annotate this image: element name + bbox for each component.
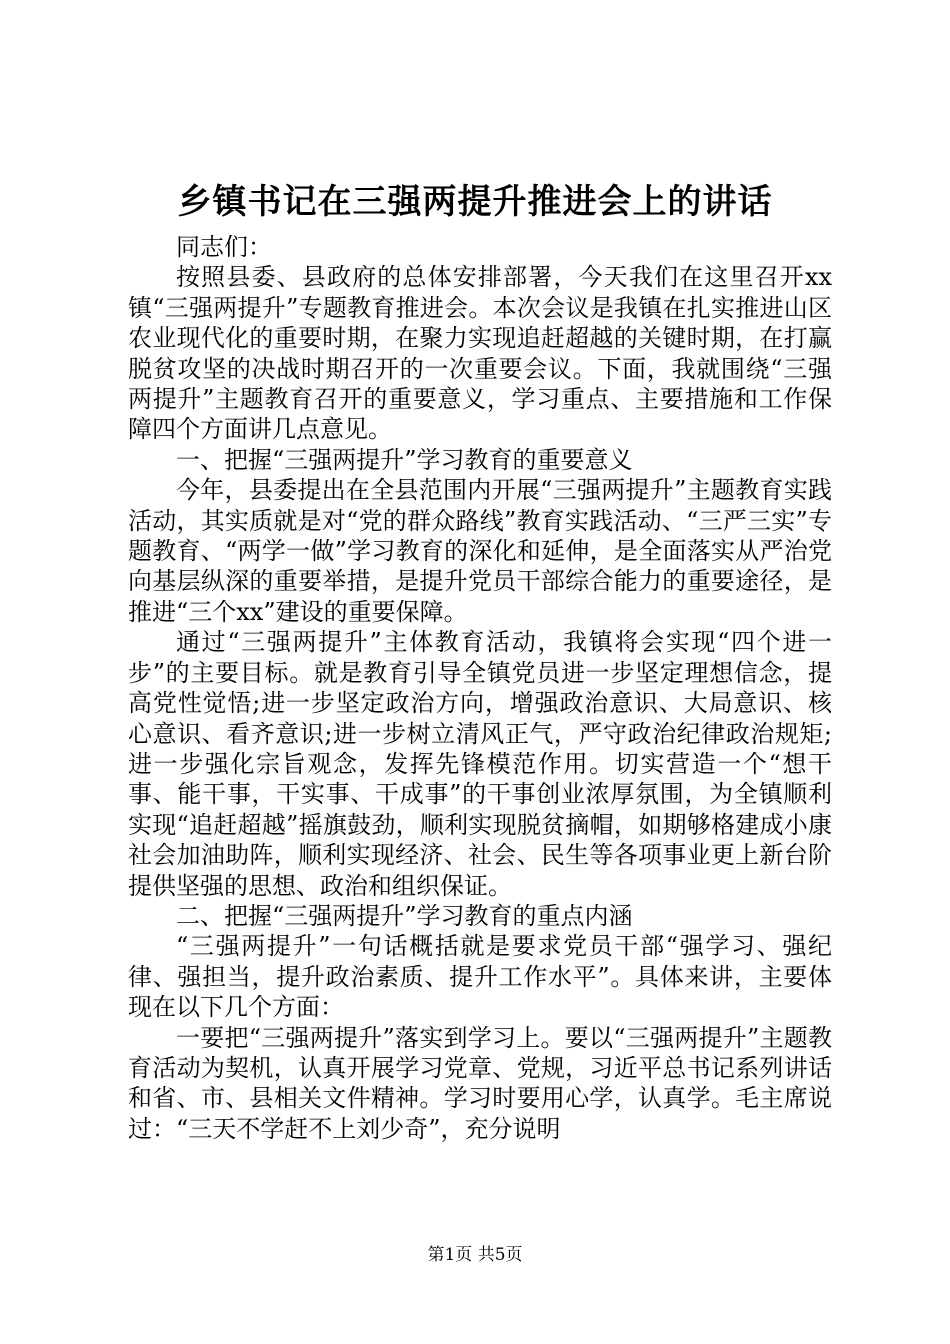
document-body xyxy=(128,232,832,1144)
page-footer: 第1页 共5页 xyxy=(427,1245,523,1265)
salutation: 同志们： xyxy=(176,233,272,261)
paragraph-connotation: “三强两提升”一句话概括就是要求党员干部“强学习、强纪律、强担当，提升政治素质、提升工作水平”。具体来讲，主要体现在以下几个方面： xyxy=(128,932,832,1022)
section-heading-1: 一、把握“三强两提升”学习教育的重要意义 xyxy=(176,445,633,474)
paragraph-study: 一要把“三强两提升”落实到学习上。要以“三强两提升”主题教育活动为契机，认真开展学习党章、党规，习近平总书记系列讲话和省、市、县相关文件精神。学习时要用心学，认真学。毛主席说过：“三天不学赶不上刘少奇”，充分说明 xyxy=(128,1023,832,1143)
document-title: 乡镇书记在三强两提升推进会上的讲话 xyxy=(177,182,773,222)
paragraph-significance: 今年，县委提出在全县范围内开展“三强两提升”主题教育实践活动，其实质就是对“党的群众路线”教育实践活动、“三严三实”专题教育、“两学一做”学习教育的深化和延伸，是全面落实从严治党向基层纵深的重要举措，是提升党员干部综合能力的重要途径，是推进“三个xx”建设的重要保障。 xyxy=(128,476,832,626)
section-heading-2: 二、把握“三强两提升”学习教育的重点内涵 xyxy=(176,901,633,930)
paragraph-goals: 通过“三强两提升”主体教育活动，我镇将会实现“四个进一步”的主要目标。就是教育引导全镇党员进一步坚定理想信念，提高党性觉悟;进一步坚定政治方向，增强政治意识、大局意识、核心意识、看齐意识;进一步树立清风正气，严守政治纪律政治规矩;进一步强化宗旨观念，发挥先锋模范作用。切实营造一个“想干事、能干事，干实事、干成事”的干事创业浓厚氛围，为全镇顺利实现“追赶超越”摇旗鼓劲，顺利实现脱贫摘帽，如期够格建成小康社会加油助阵，顺利实现经济、社会、民生等各项事业更上新台阶提供坚强的思想、政治和组织保证。 xyxy=(128,628,832,900)
paragraph-intro: 按照县委、县政府的总体安排部署，今天我们在这里召开xx镇“三强两提升”专题教育推进会。本次会议是我镇在扎实推进山区农业现代化的重要时期，在聚力实现追赶超越的关键时期，在打赢脱贫攻坚的决战时期召开的一次重要会议。下面，我就围绕“三强两提升”主题教育召开的重要意义，学习重点、主要措施和工作保障四个方面讲几点意见。 xyxy=(128,263,832,444)
